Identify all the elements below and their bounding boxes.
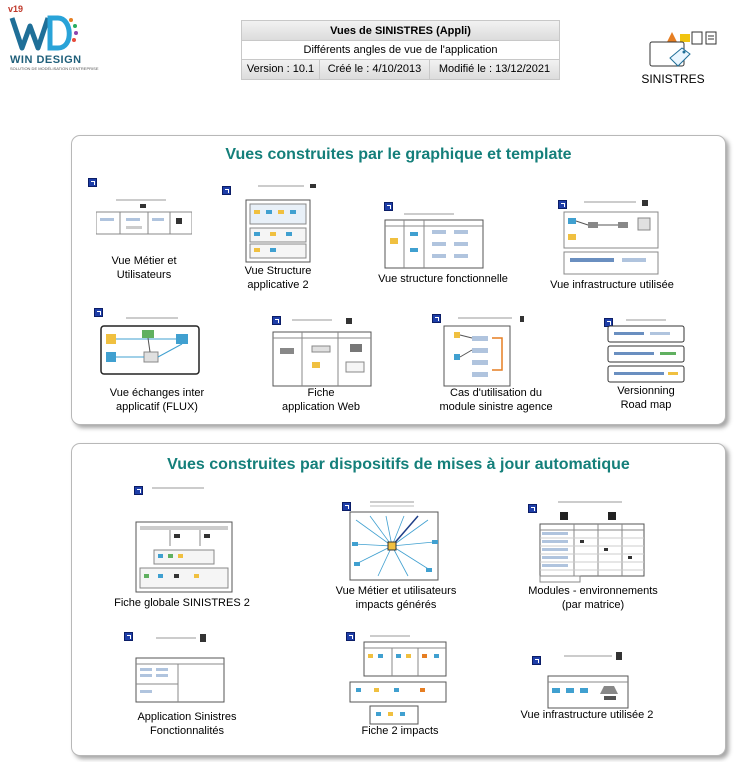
application-tag-icon xyxy=(648,36,692,72)
diagram-thumbnail xyxy=(134,484,234,594)
caption-line: Modules - environnements xyxy=(528,585,658,597)
diagram-thumbnail xyxy=(348,634,448,726)
open-link-icon[interactable] xyxy=(384,202,393,211)
wd-logo-icon xyxy=(8,12,78,54)
view-link-structure-applicative[interactable] xyxy=(218,182,338,292)
caption-line: Vue structure fonctionnelle xyxy=(378,273,508,285)
diagram-thumbnail xyxy=(384,212,484,270)
view-link-versionning-roadmap[interactable] xyxy=(602,316,714,416)
item-caption xyxy=(112,596,252,610)
view-link-echanges-flux[interactable] xyxy=(92,308,222,416)
diagram-thumbnail xyxy=(96,196,192,236)
panel-auto-views xyxy=(71,443,726,756)
diagram-thumbnail xyxy=(562,200,660,278)
caption-line: Utilisateurs xyxy=(116,269,172,281)
caption-line: applicative 2 xyxy=(247,279,309,291)
caption-line: Vue infrastructure utilisée 2 xyxy=(520,709,654,721)
caption-line: Vue échanges inter xyxy=(109,387,205,399)
item-caption xyxy=(266,386,376,414)
caption-line: Vue infrastructure utilisée xyxy=(550,279,674,291)
open-link-icon[interactable] xyxy=(88,178,97,187)
item-caption xyxy=(426,386,566,414)
view-link-structure-fonctionnelle[interactable] xyxy=(368,202,518,292)
item-caption xyxy=(112,710,262,738)
view-link-cas-utilisation[interactable] xyxy=(426,312,566,416)
view-link-sinistres-fonctionnalites[interactable] xyxy=(112,630,262,742)
caption-line: Application Sinistres xyxy=(137,711,237,723)
item-caption xyxy=(84,254,204,282)
item-caption xyxy=(368,272,518,286)
diagram-thumbnail xyxy=(134,634,226,704)
panel-graphic-title: Vues construites par le graphique et template xyxy=(225,146,572,163)
windesign-logo xyxy=(4,4,99,71)
item-caption xyxy=(508,584,678,612)
caption-line: impacts générés xyxy=(355,599,437,611)
panel-graphic-views xyxy=(71,135,726,425)
object-label: SINISTRES xyxy=(641,72,705,86)
view-link-metier-impacts[interactable] xyxy=(326,500,466,616)
open-link-icon[interactable] xyxy=(124,632,133,641)
caption-line: module sinistre agence xyxy=(439,401,553,413)
view-link-metier-utilisateurs[interactable] xyxy=(84,178,204,288)
diagram-thumbnail xyxy=(442,314,538,388)
diagram-thumbnail xyxy=(272,318,372,388)
view-link-fiche-impacts[interactable] xyxy=(344,632,456,744)
logo-tagline: SOLUTION DE MODÉLISATION D'ENTREPRISE xyxy=(10,66,99,71)
view-link-fiche-globale[interactable] xyxy=(112,482,252,614)
caption-line: Fonctionnalités xyxy=(150,725,224,737)
item-caption xyxy=(512,708,662,722)
item-caption xyxy=(542,278,682,292)
item-caption xyxy=(344,724,456,738)
caption-line: Vue Métier et utilisateurs xyxy=(335,585,457,597)
logo-version: v19 xyxy=(8,4,24,14)
view-link-fiche-web[interactable] xyxy=(266,312,376,416)
item-caption xyxy=(326,584,466,612)
page-subtitle: Différents angles de vue de l'application xyxy=(242,41,559,60)
caption-line: Fiche 2 impacts xyxy=(361,725,439,737)
open-link-icon[interactable] xyxy=(532,656,541,665)
created-field: Créé le : 4/10/2013 xyxy=(320,60,430,79)
item-caption xyxy=(218,264,338,292)
diagram-thumbnail xyxy=(606,318,686,384)
item-caption xyxy=(92,386,222,414)
caption-line: Versionning xyxy=(617,385,675,397)
logo-name: WIN DESIGN xyxy=(10,54,82,66)
diagram-thumbnail xyxy=(100,316,200,376)
caption-line: Vue Structure xyxy=(244,265,312,277)
open-link-icon[interactable] xyxy=(528,504,537,513)
view-link-infrastructure[interactable] xyxy=(542,196,682,292)
caption-line: Fiche globale SINISTRES 2 xyxy=(114,597,250,609)
view-link-modules-environnements[interactable] xyxy=(508,496,678,616)
caption-line: Vue Métier et xyxy=(111,255,177,267)
version-field: Version : 10.1 xyxy=(242,60,320,79)
page-title: Vues de SINISTRES (Appli) xyxy=(242,21,559,41)
panel-auto-title: Vues construites par dispositifs de mises à jour automatique xyxy=(167,456,630,473)
modified-field: Modifié le : 13/12/2021 xyxy=(438,63,551,75)
caption-line: (par matrice) xyxy=(561,599,625,611)
view-link-infrastructure-2[interactable] xyxy=(512,652,662,742)
open-link-icon[interactable] xyxy=(432,314,441,323)
diagram-thumbnail xyxy=(244,184,334,266)
caption-line: Cas d'utilisation du xyxy=(450,387,542,399)
meta-row xyxy=(242,60,559,79)
caption-line: Fiche xyxy=(307,387,335,399)
diagram-thumbnail xyxy=(348,500,440,582)
caption-line: Road map xyxy=(620,399,672,411)
open-link-icon[interactable] xyxy=(222,186,231,195)
diagram-thumbnail xyxy=(538,498,646,584)
caption-line: application Web xyxy=(281,401,361,413)
view-header xyxy=(241,20,560,80)
item-caption xyxy=(602,384,690,412)
caption-line: applicatif (FLUX) xyxy=(116,401,198,413)
application-object[interactable] xyxy=(636,26,722,90)
diagram-thumbnail xyxy=(546,652,632,710)
